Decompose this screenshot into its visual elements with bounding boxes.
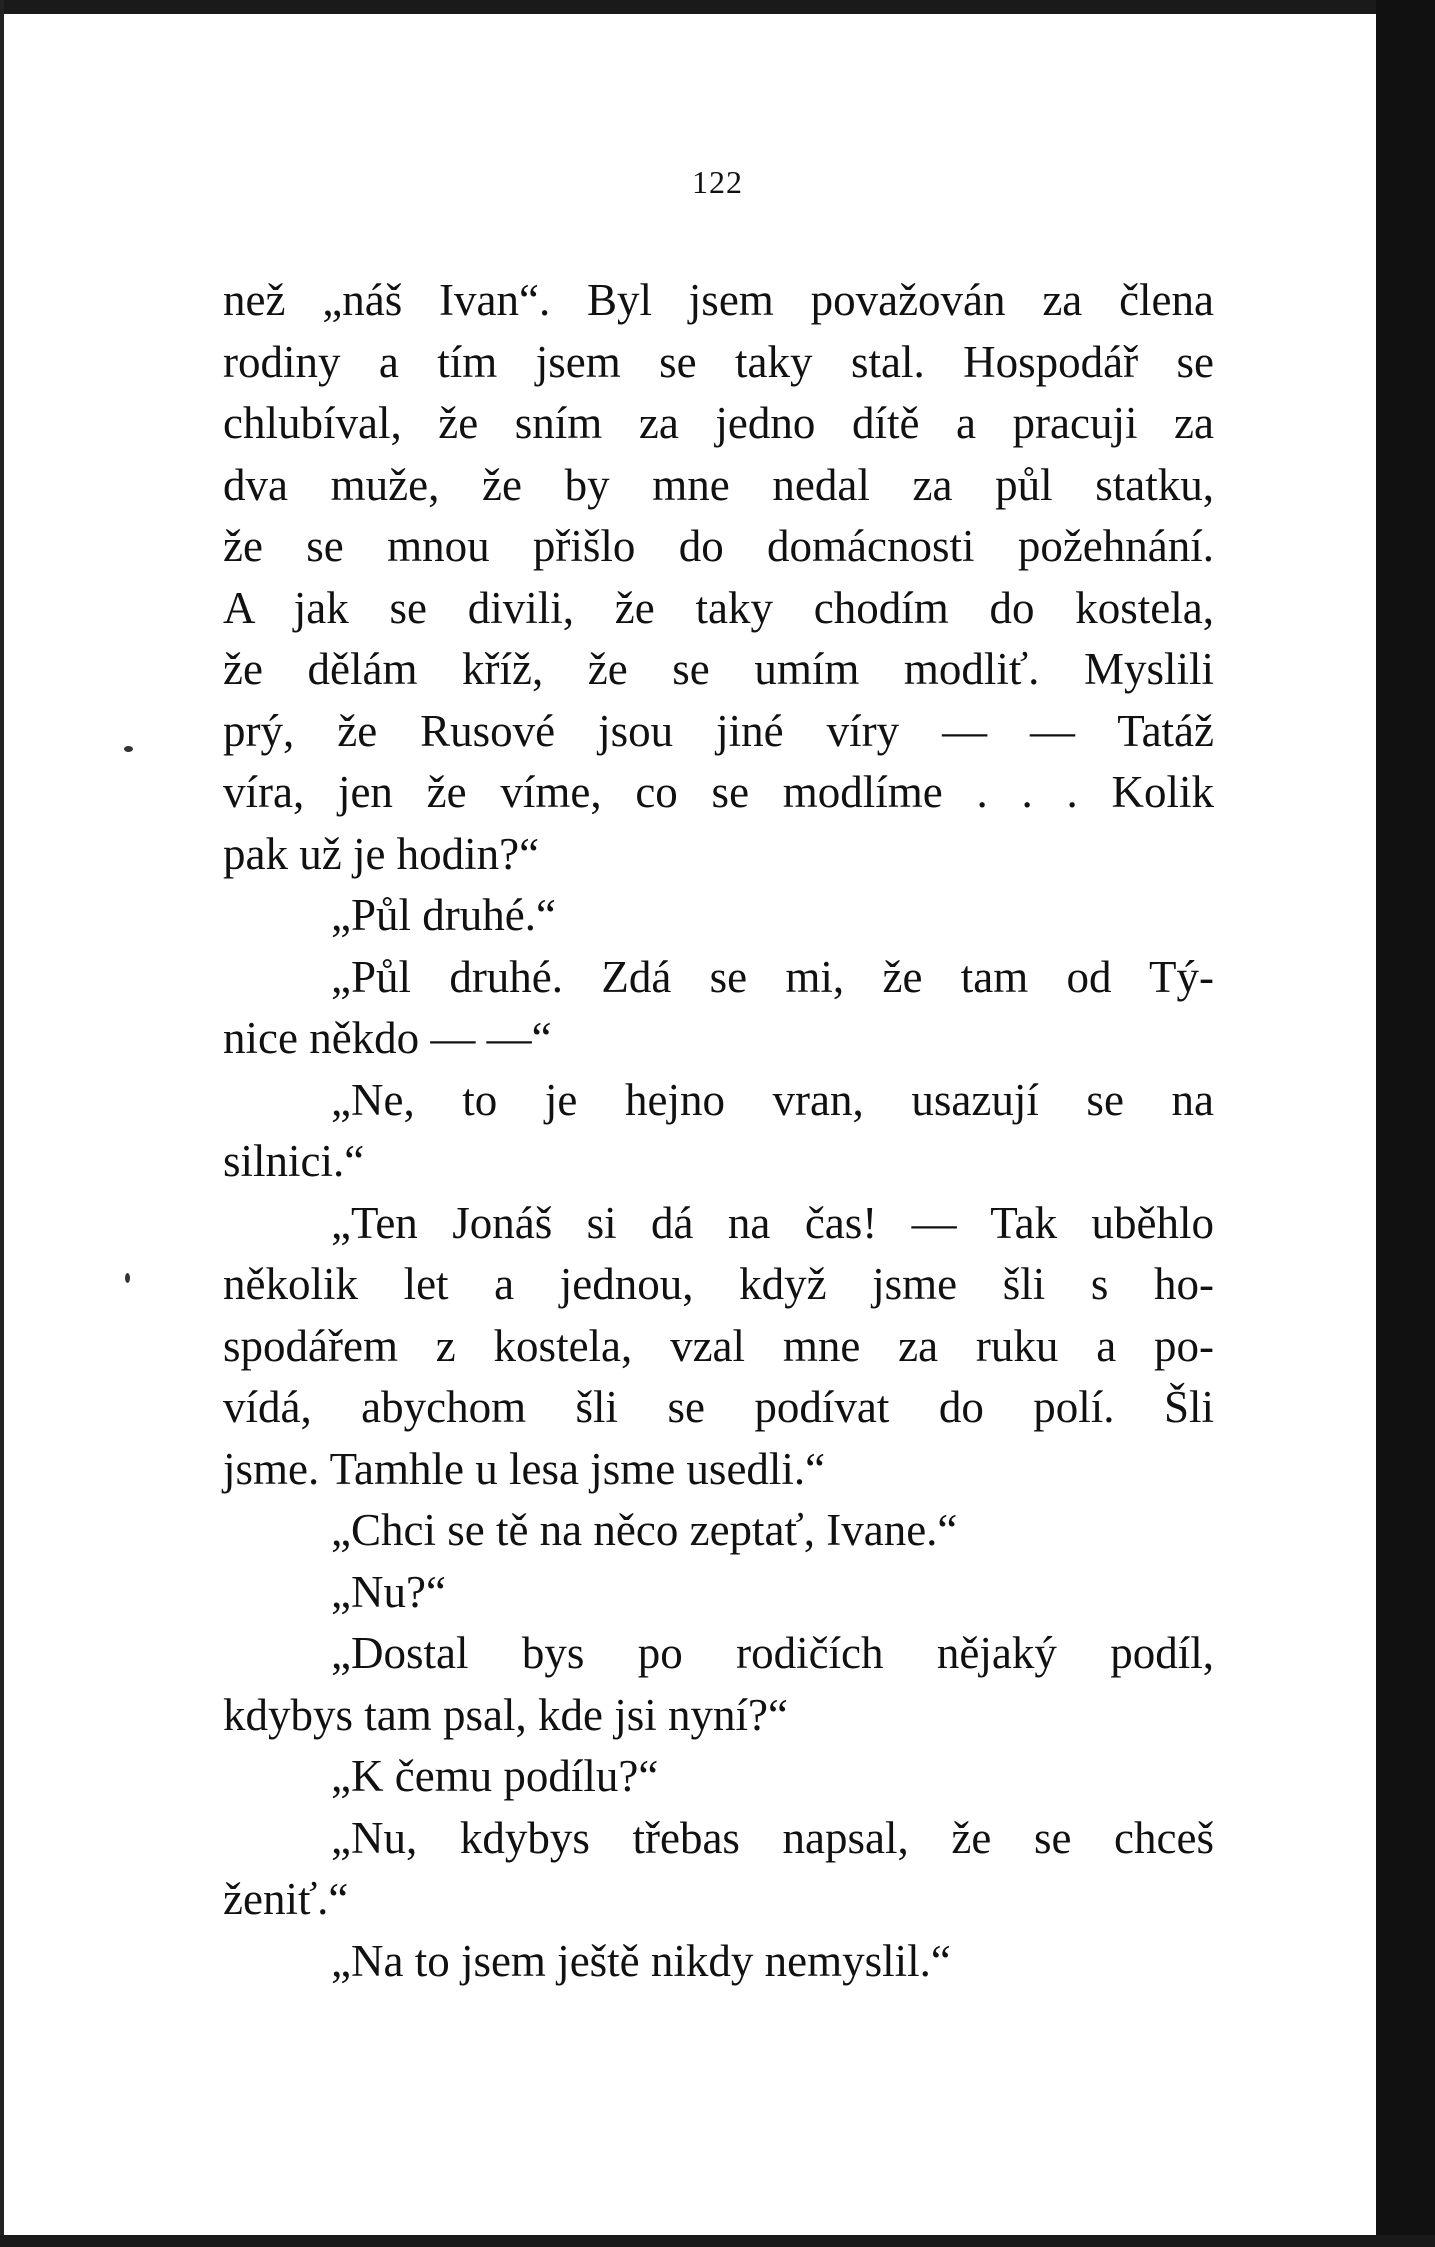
text-line: několik let a jednou, když jsme šli s ho-: [223, 1259, 1214, 1309]
scan-speck: [124, 746, 133, 752]
scan-border-top: [0, 0, 1435, 14]
text-line: „Na to jsem ještě nikdy nemyslil.“: [331, 1935, 951, 1986]
text-line: chlubíval, že sním za jedno dítě a pracuji za: [223, 398, 1214, 448]
text-line: dva muže, že by mne nedal za půl statku,: [223, 459, 1214, 510]
text-line: ženiť.“: [223, 1874, 349, 1924]
scan-border-bottom: [0, 2235, 1435, 2247]
text-line: nice někdo — —“: [223, 1013, 552, 1063]
text-line: „Půl druhé.“: [331, 890, 556, 940]
text-line: „Půl druhé. Zdá se mi, že tam od Tý-: [331, 951, 1214, 1002]
text-line: než „náš Ivan“. Byl jsem považován za člena: [223, 275, 1214, 325]
text-line: „Ten Jonáš si dá na čas! — Tak uběhlo: [331, 1197, 1214, 1248]
text-line: že se mnou přišlo do domácnosti požehnání.: [223, 521, 1214, 571]
text-line: vídá, abychom šli se podívat do polí. Šli: [223, 1382, 1214, 1432]
text-line: „Dostal bys po rodičích nějaký podíl,: [331, 1628, 1214, 1678]
text-line: „Ne, to je hejno vran, usazují se na: [331, 1074, 1214, 1125]
text-line: pak už je hodin?“: [223, 828, 540, 879]
text-line: víra, jen že víme, co se modlíme . . . Kolik: [223, 767, 1214, 817]
text-line: kdybys tam psal, kde jsi nyní?“: [223, 1689, 788, 1740]
text-line: „Nu?“: [331, 1566, 446, 1617]
text-line: jsme. Tamhle u lesa jsme usedli.“: [223, 1443, 826, 1494]
page-number: 122: [692, 164, 743, 200]
scan-border-right: [1376, 0, 1435, 2247]
text-line: spodářem z kostela, vzal mne za ruku a po-: [223, 1320, 1214, 1371]
text-line: rodiny a tím jsem se taky stal. Hospodář se: [223, 336, 1214, 387]
text-line: prý, že Rusové jsou jiné víry — — Tatáž: [223, 705, 1214, 756]
scan-speck: [125, 1273, 130, 1283]
text-line: A jak se divili, že taky chodím do kostela,: [223, 582, 1214, 633]
text-line: „Chci se tě na něco zeptať, Ivane.“: [331, 1505, 958, 1555]
body-text: [223, 270, 1214, 1992]
scan-border-left: [0, 0, 4, 2247]
text-line: „K čemu podílu?“: [331, 1751, 659, 1801]
text-line: že dělám kříž, že se umím modliť. Myslili: [223, 644, 1214, 694]
text-line: „Nu, kdybys třebas napsal, že se chceš: [331, 1812, 1214, 1863]
text-line: silnici.“: [223, 1136, 365, 1186]
